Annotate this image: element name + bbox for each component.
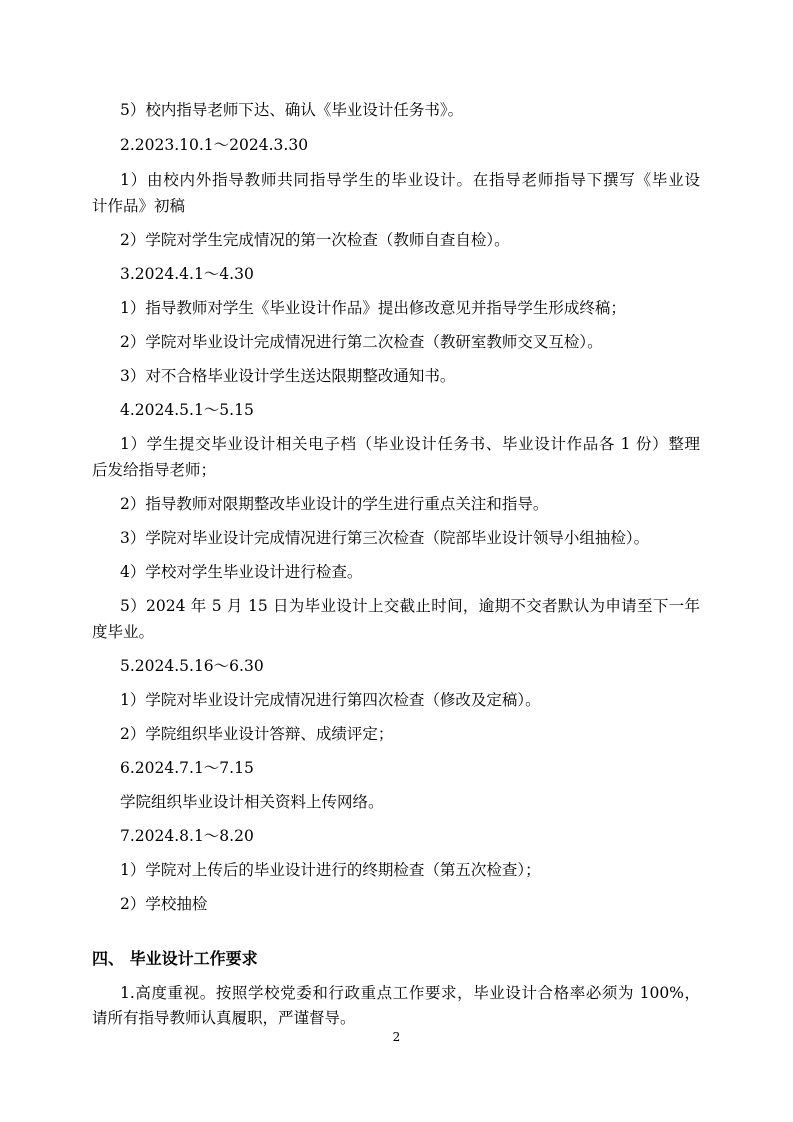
text-line: 3.2024.4.1～4.30 bbox=[120, 265, 254, 283]
text-line: 6.2024.7.1～7.15 bbox=[120, 759, 254, 777]
text-line: 5.2024.5.16～6.30 bbox=[120, 657, 264, 675]
text-line: 1）学院对上传后的毕业设计进行的终期检查（第五次检查）； bbox=[120, 861, 541, 879]
text-line: 2）指导教师对限期整改毕业设计的学生进行重点关注和指导。 bbox=[120, 495, 549, 513]
text-line: 2）学校抽检 bbox=[120, 895, 208, 913]
text-line: 度毕业。 bbox=[92, 623, 155, 641]
text-line: 5）校内指导老师下达、确认《毕业设计任务书》。 bbox=[120, 101, 464, 119]
text-line: 3）对不合格毕业设计学生送达限期整改通知书。 bbox=[120, 367, 456, 385]
text-line: 1）指导教师对学生《毕业设计作品》提出修改意见并指导学生形成终稿； bbox=[120, 299, 626, 317]
text-line: 1）由校内外指导教师共同指导学生的毕业设计。在指导老师指导下撰写《毕业设 bbox=[120, 171, 700, 189]
section-heading: 四、 毕业设计工作要求 bbox=[92, 949, 258, 968]
page-number: 2 bbox=[392, 1030, 401, 1044]
text-line: 1）学生提交毕业设计相关电子档（毕业设计任务书、毕业设计作品各 1 份）整理 bbox=[120, 435, 700, 453]
text-line: 2.2023.10.1～2024.3.30 bbox=[120, 136, 309, 154]
text-line: 学院组织毕业设计相关资料上传网络。 bbox=[120, 793, 384, 811]
text-line: 后发给指导老师； bbox=[92, 461, 217, 479]
text-line: 4.2024.5.1～5.15 bbox=[120, 401, 254, 419]
text-line: 7.2024.8.1～8.20 bbox=[120, 827, 254, 845]
text-line: 2）学院对毕业设计完成情况进行第二次检查（教研室教师交叉互检）。 bbox=[120, 333, 603, 351]
text-line: 1.高度重视。按照学校党委和行政重点工作要求，毕业设计合格率必须为 100%， bbox=[120, 984, 700, 1002]
text-line: 4）学校对学生毕业设计进行检查。 bbox=[120, 563, 363, 581]
text-line: 请所有指导教师认真履职，严谨督导。 bbox=[92, 1009, 356, 1027]
text-line: 3）学院对毕业设计完成情况进行第三次检查（院部毕业设计领导小组抽检）。 bbox=[120, 529, 650, 547]
text-line: 2）学院对学生完成情况的第一次检查（教师自查自检）。 bbox=[120, 231, 510, 249]
text-line: 1）学院对毕业设计完成情况进行第四次检查（修改及定稿）。 bbox=[120, 691, 541, 709]
text-line: 2）学院组织毕业设计答辩、成绩评定； bbox=[120, 725, 394, 743]
text-line: 5）2024 年 5 月 15 日为毕业设计上交截止时间，逾期不交者默认为申请至下一年 bbox=[120, 597, 700, 615]
text-line: 计作品》初稿 bbox=[92, 197, 186, 215]
